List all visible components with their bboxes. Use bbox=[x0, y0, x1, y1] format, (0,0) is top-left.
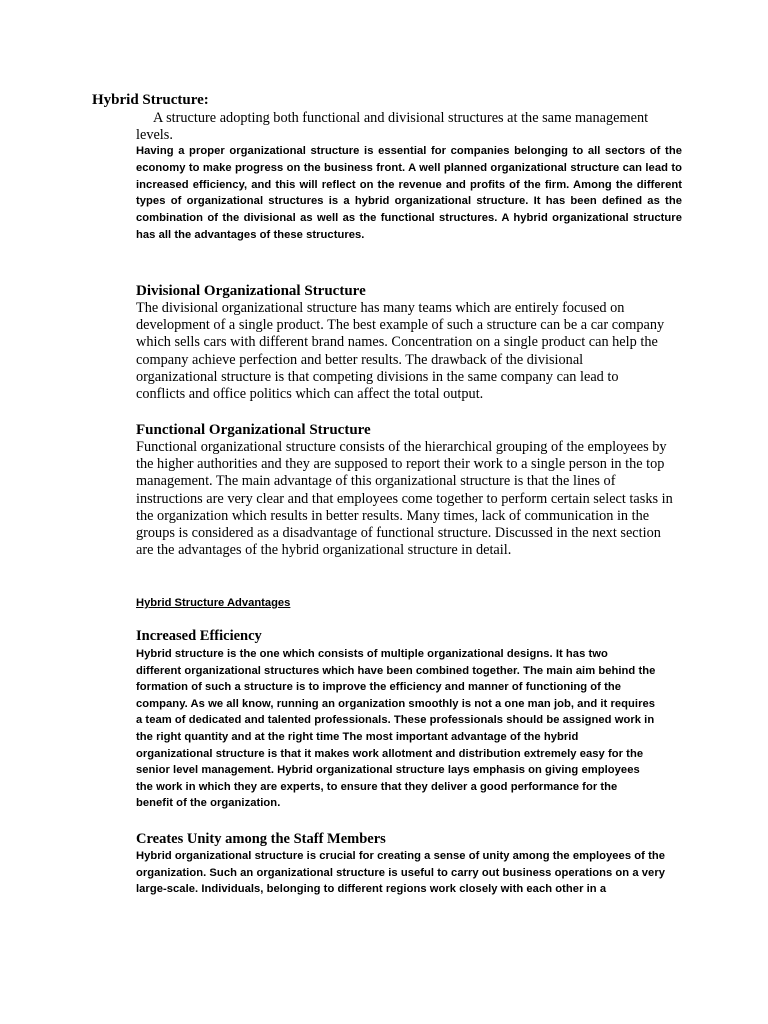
divisional-structure-body: The divisional organizational structure has many teams which are entirely focused on development of a single product. The best example of such a structure can be a car company which sells cars with different brand names. Concentration on a single product can help the company achieve perfection and better results. The drawback of the divisional organizational structure is that competing divisions in the same company can lead to conflicts and office politics which can affect the total output. bbox=[136, 300, 665, 403]
hybrid-structure-intro: A structure adopting both functional and divisional structures at the same management levels. bbox=[136, 110, 649, 144]
divisional-structure-title: Divisional Organizational Structure bbox=[136, 283, 366, 299]
functional-structure-body: Functional organizational structure consists of the hierarchical grouping of the employees by the higher authorities and they are supposed to report their work to a single person in the top management. The main advantage of this organizational structure is that the lines of instructions are very clear and that employees come together to perform certain select tasks in the organization which results in better results. Many times, lack of communication in the groups is considered as a disadvantage of functional structure. Discussed in the next section are the advantages of the hybrid organizational structure in detail. bbox=[136, 439, 673, 559]
unity-title: Creates Unity among the Staff Members bbox=[136, 831, 386, 847]
hybrid-structure-body: Having a proper organizational structure is essential for companies belonging to all sectors of the economy to make progress on the business front. A well planned organizational structure can lead to increased efficiency, and this will reflect on the revenue and profits of the firm. Among the different types of organizational structures is a hybrid organizational structure. It has been defined as the combination of the divisional as well as the functional structures. A hybrid organizational structure has all the advantages of these structures. bbox=[136, 145, 682, 241]
unity-body: Hybrid organizational structure is crucial for creating a sense of unity among the employees of the organization. Such an organizational structure is useful to carry out business operations on a very large-scale. Individuals, belonging to different regions work closely with each other in a bbox=[136, 850, 666, 896]
functional-structure-title: Functional Organizational Structure bbox=[136, 422, 371, 438]
hybrid-structure-title: Hybrid Structure: bbox=[92, 92, 209, 108]
increased-efficiency-title: Increased Efficiency bbox=[136, 628, 262, 644]
increased-efficiency-body: Hybrid structure is the one which consists of multiple organizational designs. It has two different organizational structures which have been combined together. The main aim behind the formation of such a structure is to improve the efficiency and manner of functioning of the company. As we all know, running an organization smoothly is not a one man job, and it requires a team of dedicated and talented professionals. These professionals should be assigned work in the right quantity and at the right time The most important advantage of the hybrid organizational structure is that it makes work allotment and distribution extremely easy for the senior level management. Hybrid organizational structure lays emphasis on giving employees the work in which they are experts, to ensure that they deliver a good performance for the benefit of the organization. bbox=[136, 648, 656, 810]
advantages-heading: Hybrid Structure Advantages bbox=[136, 597, 291, 609]
